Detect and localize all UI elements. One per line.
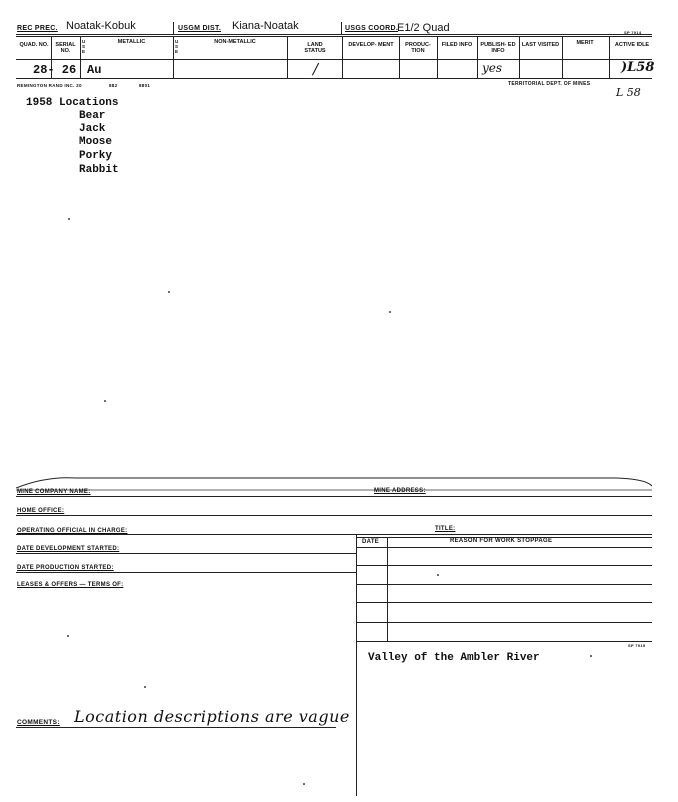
record-active-idle: )L58 <box>621 60 655 75</box>
record-bottom-rule <box>16 78 652 79</box>
table-row-rule <box>356 584 652 585</box>
location-item: Rabbit <box>79 164 119 176</box>
rec-prec-value: Noatak-Kobuk <box>66 20 136 32</box>
printer-code-1: 882 <box>109 83 118 88</box>
col-sep <box>437 36 438 78</box>
scan-speck <box>168 291 170 293</box>
reason-column-header: REASON FOR WORK STOPPAGE <box>450 538 553 544</box>
location-item: Porky <box>79 150 113 162</box>
row-rule <box>16 534 652 535</box>
scan-speck <box>67 635 69 637</box>
col-use-2: U S E <box>175 39 179 54</box>
location-note: Valley of the Ambler River <box>368 652 540 664</box>
table-row-rule <box>356 602 652 603</box>
col-sep <box>80 36 81 78</box>
printer-imprint: REMINGTON RAND INC. 20 <box>17 83 82 88</box>
date-column-divider <box>387 537 388 642</box>
scan-speck <box>104 400 106 402</box>
col-production: PRODUC- TION <box>405 42 431 54</box>
table-row-rule <box>356 641 652 642</box>
col-serial-no: SERIAL NO. <box>55 42 76 54</box>
usgs-coord-label: USGS COORD. <box>345 25 399 32</box>
col-active-idle: ACTIVE IDLE <box>614 42 650 48</box>
usgm-dist-value: Kiana-Noatak <box>232 20 299 32</box>
date-production-started-label: DATE PRODUCTION STARTED: <box>17 565 114 571</box>
record-published-info: yes <box>482 61 503 75</box>
header-divider <box>173 22 174 34</box>
scan-speck <box>389 311 391 313</box>
mine-address-label: MINE ADDRESS: <box>374 488 426 494</box>
usgm-dist-label: USGM DIST. <box>178 25 222 32</box>
scan-speck <box>303 783 305 785</box>
table-row-rule <box>356 565 652 566</box>
location-item: Bear <box>79 110 106 122</box>
comments-label: COMMENTS: <box>17 719 60 726</box>
locations-heading: 1958 Locations <box>26 97 119 109</box>
table-header-rule <box>356 547 652 548</box>
record-metallic: Au <box>87 63 102 77</box>
col-sep <box>173 36 174 78</box>
scan-speck <box>68 218 70 220</box>
col-sep <box>519 36 520 78</box>
col-quad-no: QUAD. NO. <box>19 42 49 48</box>
scan-speck <box>437 574 439 576</box>
rec-prec-label: REC PREC. <box>17 25 58 32</box>
row-rule <box>16 496 652 497</box>
department-label: TERRITORIAL DEPT. OF MINES <box>508 81 591 87</box>
operating-official-label: OPERATING OFFICIAL IN CHARGE: <box>17 528 128 534</box>
col-non-metallic: NON-METALLIC <box>214 39 256 45</box>
col-last-visited: LAST VISITED <box>521 42 560 48</box>
comments-value: Location descriptions are vague <box>74 707 350 726</box>
record-land-status: / <box>313 60 319 78</box>
col-metallic: METALLIC <box>117 39 146 45</box>
col-land-status: LAND STATUS <box>304 42 326 54</box>
col-sep <box>477 36 478 78</box>
row-rule <box>16 553 356 554</box>
mine-company-name-label: MINE COMPANY NAME: <box>17 489 91 495</box>
printer-code-2: 8801 <box>139 83 151 88</box>
table-row-rule <box>356 622 652 623</box>
lower-center-divider <box>356 534 357 796</box>
column-header-top-rule <box>16 36 652 37</box>
header-bottom-rule <box>16 34 652 35</box>
leases-offers-label: LEASES & OFFERS — TERMS OF: <box>17 582 124 588</box>
location-item: Jack <box>79 123 106 135</box>
col-sep <box>562 36 563 78</box>
record-quad-serial: 28- 26 <box>33 63 77 77</box>
title-label: TITLE: <box>435 526 456 532</box>
row-rule <box>16 572 356 573</box>
scan-speck <box>144 686 146 688</box>
department-stamp: L 58 <box>616 86 641 99</box>
scan-speck <box>590 655 592 657</box>
col-sep <box>342 36 343 78</box>
col-sep <box>609 36 610 78</box>
col-merit: MERIT <box>576 40 594 46</box>
location-item: Moose <box>79 136 113 148</box>
row-rule <box>16 515 652 516</box>
comments-rule <box>16 727 336 728</box>
form-code: SP 7914 <box>624 30 642 35</box>
form-code-2: SP 7915 <box>628 643 646 648</box>
date-development-started-label: DATE DEVELOPMENT STARTED: <box>17 546 120 552</box>
form-edge-curve <box>16 470 652 492</box>
column-header-bottom-rule <box>16 59 652 60</box>
col-sep <box>287 36 288 78</box>
date-column-header: DATE <box>362 539 380 545</box>
col-development: DEVELOP- MENT <box>348 42 394 48</box>
usgs-coord-value: E1/2 Quad <box>397 22 450 34</box>
header-divider <box>341 22 342 34</box>
col-filed-info: FILED INFO <box>441 42 473 48</box>
home-office-label: HOME OFFICE: <box>17 508 65 514</box>
col-published-info: PUBLISH- ED INFO <box>480 42 516 54</box>
col-use-1: U S E <box>82 39 86 54</box>
